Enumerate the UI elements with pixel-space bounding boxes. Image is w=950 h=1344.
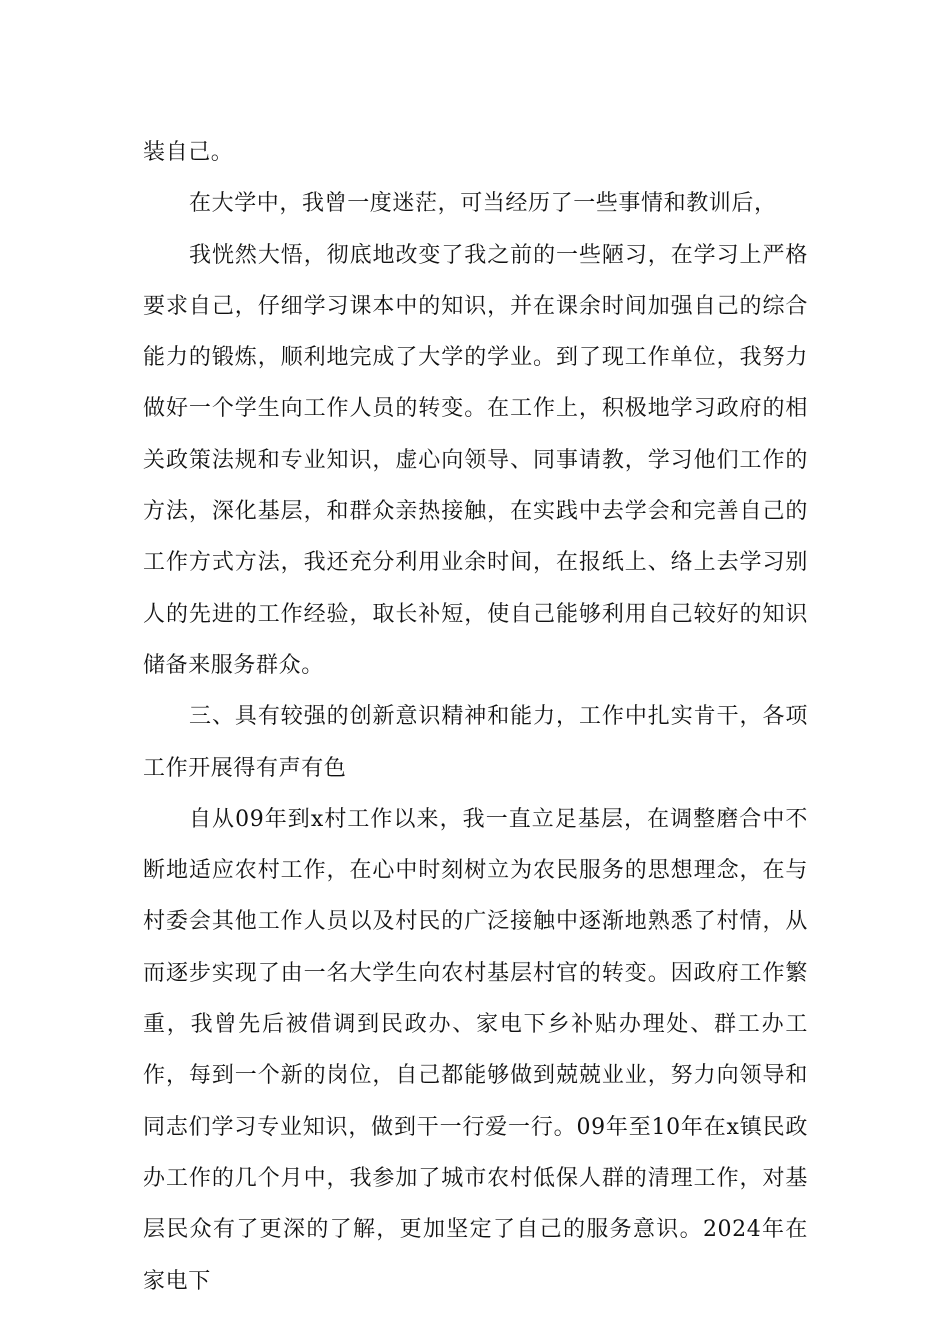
paragraph-5: 自从09年到x村工作以来，我一直立足基层，在调整磨合中不断地适应农村工作，在心中时刻树立为农民服务的思想理念，在与村委会其他工作人员以及村民的广泛接触中逐渐地熟悉了村情，从而逐步实现了由一名大学生向农村基层村官的转变。因政府工作繁重，我曾先后被借调到民政办、家电下乡补贴办理处、群工办工作，每到一个新的岗位，自己都能够做到兢兢业业，努力向领导和同志们学习专业知识，做到干一行爱一行。09年至10年在x镇民政办工作的几个月中，我参加了城市农村低保人群的清理工作，对基层民众有了更深的了解，更加坚定了自己的服务意识。2024年在家电下 [143, 806, 808, 1294]
section-heading-3: 三、具有较强的创新意识精神和能力，工作中扎实肯干，各项工作开展得有声有色 [143, 704, 808, 781]
paragraph-3: 我恍然大悟，彻底地改变了我之前的一些陋习，在学习上严格要求自己，仔细学习课本中的知识，并在课余时间加强自己的综合能力的锻炼，顺利地完成了大学的学业。到了现工作单位，我努力做好一个学生向工作人员的转变。在工作上，积极地学习政府的相关政策法规和专业知识，虚心向领导、同事请教，学习他们工作的方法，深化基层，和群众亲热接触，在实践中去学会和完善自己的工作方式方法，我还充分利用业余时间，在报纸上、络上去学习别人的先进的工作经验，取长补短，使自己能够利用自己较好的知识储备来服务群众。 [143, 242, 808, 678]
document-body [143, 127, 808, 1307]
paragraph-1: 装自己。 [143, 140, 234, 165]
paragraph-2: 在大学中，我曾一度迷茫，可当经历了一些事情和教训后， [189, 191, 777, 217]
